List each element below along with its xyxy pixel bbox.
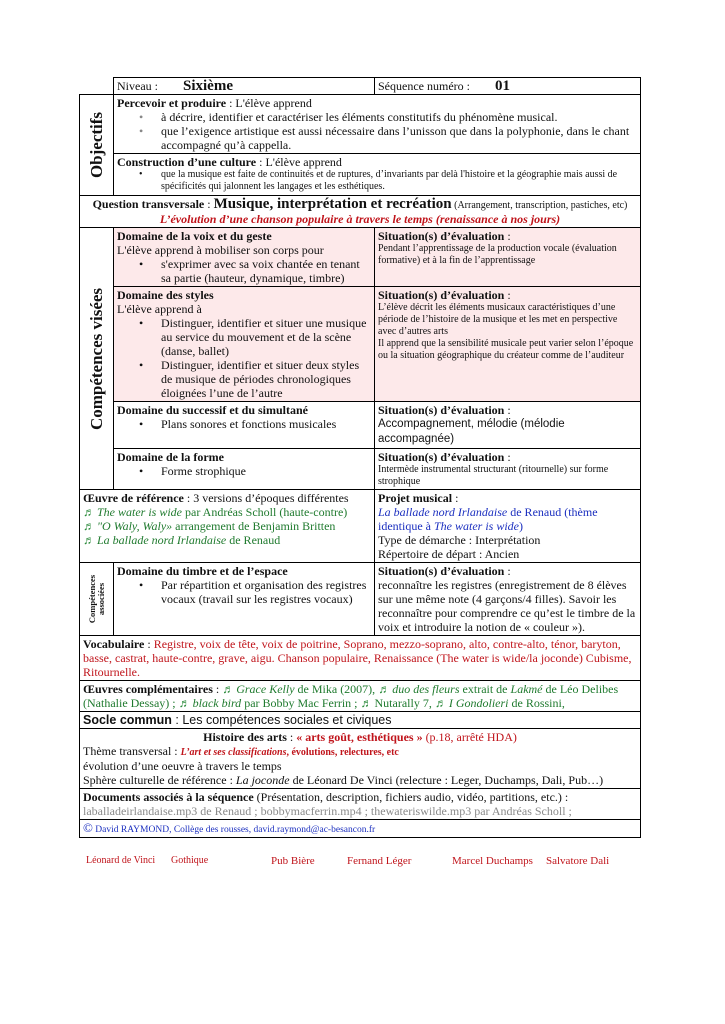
complementaires-text: par Bobby Mac Ferrin ;: [241, 696, 361, 710]
percevoir-cell: [114, 95, 641, 154]
oeuvre-rest: de Renaud: [226, 533, 281, 547]
vocabulaire-row: [80, 636, 641, 681]
complementaires-row: [80, 681, 641, 712]
complementaires-text: de Léo Delibes (Nathalie Dessay) ;: [83, 682, 619, 710]
complementaires-work: I Gondolieri: [448, 696, 509, 710]
domain-styles-cell: [114, 287, 375, 402]
socle-label: Socle commun: [83, 713, 172, 727]
complementaires-work: duo des fleurs: [392, 682, 460, 696]
footer-link[interactable]: Fernand Léger: [347, 855, 412, 867]
domain-item: • Distinguer, identifier et situer deux styles de musique de périodes chronologiques éloignées l’une de l’autre: [161, 358, 371, 400]
domain-title: Domaine du timbre et de l’espace: [117, 564, 288, 578]
eval-title: Situation(s) d’évaluation: [378, 288, 505, 302]
music-note-icon: ♬: [378, 682, 391, 696]
projet-demarche: Type de démarche : Interprétation: [378, 533, 541, 547]
eval-text: reconnaître les registres (enregistrement de 8 élèves sur une même note (4 garçons/4 filles). Savoir les reconnaître pour comprendre ce qu’est le timbre de la voix et introduire la notion de « couleur »).: [378, 578, 636, 634]
sequence-cell: [375, 78, 641, 95]
eval-text: Accompagnement, mélodie (mélodie accompagnée): [378, 418, 565, 445]
projet-cell: [375, 490, 641, 563]
objectifs-side: [80, 95, 114, 196]
oeuvre-rest: arrangement de Benjamin Britten: [172, 519, 336, 533]
percevoir-item: • à décrire, identifier et caractériser les éléments constitutifs du phénomène musical.: [161, 110, 637, 124]
music-note-icon: ♬: [83, 519, 95, 533]
oeuvre-row: [80, 490, 641, 563]
header-row: [80, 78, 641, 95]
histoire-quote: « arts goût, esthétiques »: [296, 730, 423, 744]
domain-styles-row: [80, 287, 641, 402]
question-label: Question transversale: [92, 197, 205, 211]
vocabulaire-sep: :: [144, 637, 154, 651]
footer-link[interactable]: Salvatore Dali: [546, 855, 610, 867]
music-note-icon: ♬: [222, 682, 235, 696]
music-note-icon: ♬: [434, 696, 447, 710]
credit-row: [80, 820, 641, 838]
footer-link[interactable]: Marcel Duchamps: [452, 855, 533, 867]
eval-voix-cell: Situation(s) d’évaluation : Pendant l’apprentissage de la production vocale (évaluation formative) et à la fin de l’apprentissage: [375, 228, 641, 287]
domain-forme-cell: [114, 449, 375, 490]
culture-intro: : L'élève apprend: [256, 155, 342, 169]
domain-title: Domaine de la forme: [117, 450, 224, 464]
histoire-row: [80, 729, 641, 789]
percevoir-title: Percevoir et produire: [117, 96, 227, 110]
niveau-cell: [114, 78, 375, 95]
eval-successif-cell: Situation(s) d’évaluation : Accompagnement, mélodie (mélodie accompagnée): [375, 402, 641, 449]
oeuvre-cell: [80, 490, 375, 563]
sequence-value: 01: [494, 78, 510, 94]
projet-work: La ballade nord Irlandaise: [378, 505, 508, 519]
oeuvre-intro: : 3 versions d’époques différentes: [183, 491, 349, 505]
domain-item: • Plans sonores et fonctions musicales: [161, 417, 371, 431]
niveau-label: Niveau :: [117, 79, 158, 93]
domain-intro: L'élève apprend à mobiliser son corps pour: [117, 243, 324, 257]
projet-text: de Renaud (thème identique à: [378, 505, 598, 533]
eval-title: Situation(s) d’évaluation: [378, 229, 505, 243]
objectifs-culture-row: [80, 154, 641, 196]
complementaires-text: de Rossini,: [508, 696, 565, 710]
oeuvre-item: [83, 533, 371, 547]
culture-item: • que la musique est faite de continuités et de ruptures, d’invariants par delà l'histoire et la géographie mais aussi de spécificités qui jalonnent les langages et les esthétiques.: [161, 169, 637, 193]
domain-item: • s'exprimer avec sa voix chantée en tenant sa partie (hauteur, dynamique, timbre): [161, 257, 371, 285]
oeuvre-item: [83, 505, 371, 519]
question-title: Musique, interprétation et recréation: [213, 196, 452, 212]
documents-row: [80, 789, 641, 820]
associees-eval-cell: Situation(s) d’évaluation : reconnaître les registres (enregistrement de 8 élèves sur une même note (4 garçons/4 filles). Savoir les reconnaître pour comprendre ce qu’est le timbre de la voix et introduire la notion de « couleur »).: [375, 563, 641, 636]
histoire-label: Histoire des arts: [203, 730, 287, 744]
lesson-table: [79, 77, 641, 838]
theme-label: Thème transversal :: [83, 744, 181, 758]
eval-text: Intermède instrumental structurant (ritournelle) sur forme strophique: [378, 464, 609, 487]
niveau-value: Sixième: [183, 78, 233, 94]
documents-cell: [80, 789, 641, 820]
question-row: [80, 196, 641, 228]
oeuvre-work: The water is wide: [97, 505, 183, 519]
music-note-icon: ♬: [83, 505, 95, 519]
domain-successif-cell: [114, 402, 375, 449]
complementaires-label: Œuvres complémentaires: [83, 682, 213, 696]
oeuvre-title: Œuvre de référence: [83, 491, 184, 505]
question-sep: :: [204, 197, 214, 211]
socle-cell: [80, 712, 641, 729]
projet-repertoire: Répertoire de départ : Ancien: [378, 547, 520, 561]
complementaires-work: Grace Kelly: [236, 682, 295, 696]
domain-title: Domaine des styles: [117, 288, 214, 302]
associees-label: Compétences associées: [86, 574, 106, 624]
theme-a: L’art et ses classifications: [180, 747, 287, 758]
associees-side: [80, 563, 114, 636]
sphere-work: La joconde: [235, 773, 290, 787]
eval-title: Situation(s) d’évaluation: [378, 564, 505, 578]
associees-domain-cell: [114, 563, 375, 636]
sphere-label: Sphère culturelle de référence :: [83, 773, 236, 787]
domain-item: • Forme strophique: [161, 464, 371, 478]
domain-item: • Par répartition et organisation des registres vocaux (travail sur les registres vocaux): [161, 578, 371, 606]
complementaires-work: Nutarally 7,: [374, 696, 432, 710]
histoire-sep: :: [286, 730, 297, 744]
footer-link[interactable]: Gothique: [171, 855, 209, 866]
domain-voix-row: [80, 228, 641, 287]
percevoir-intro: : L'élève apprend: [226, 96, 312, 110]
associees-row: [80, 563, 641, 636]
documents-label: Documents associés à la séquence: [83, 790, 254, 804]
question-cell: [80, 196, 641, 228]
eval-text: Pendant l’apprentissage de la production vocale (évaluation formative) et à la fin de l’apprentissage: [378, 243, 617, 266]
domain-forme-row: [80, 449, 641, 490]
complementaires-work: Lakmé: [510, 682, 543, 696]
eval-text: L’élève décrit les éléments musicaux caractéristiques d’une période de l’histoire de la musique et les met en perspective avec d’autres arts Il apprend que la sensibilité musicale peut varier selon l’époque ou la situation géographique du créateur comme de l’auditeur: [378, 302, 634, 361]
question-subtitle: L’évolution d’une chanson populaire à travers le temps (renaissance à nos jours): [159, 212, 561, 226]
eval-title: Situation(s) d’évaluation: [378, 450, 505, 464]
complementaires-text: extrait de: [459, 682, 511, 696]
oeuvre-item: [83, 519, 371, 533]
copyright-icon: ©: [83, 820, 93, 835]
competences-label: Compétences visées: [86, 287, 106, 430]
culture-title: Construction d’une culture: [117, 155, 257, 169]
histoire-cell: [80, 729, 641, 789]
music-note-icon: ♬: [360, 696, 373, 710]
lesson-sheet: [79, 77, 640, 838]
projet-title: Projet musical: [378, 491, 453, 505]
histoire-ref: (p.18, arrêté HDA): [422, 730, 517, 744]
music-note-icon: ♬: [83, 533, 95, 547]
socle-row: [80, 712, 641, 729]
socle-text: : Les compétences sociales et civiques: [171, 713, 392, 727]
documents-text: (Présentation, description, fichiers audio, vidéo, partitions, etc.) :: [253, 790, 569, 804]
credit-cell: [80, 820, 641, 838]
vocabulaire-cell: [80, 636, 641, 681]
projet-work-ref: The water is wide: [433, 519, 519, 533]
complementaires-sep: :: [212, 682, 223, 696]
eval-styles-cell: Situation(s) d’évaluation : L’élève décrit les éléments musicaux caractéristiques d’une période de l’histoire de la musique et les met en perspective avec d’autres arts Il apprend que la sensibilité musicale peut varier selon l’époque ou la situation géographique du créateur comme de l’auditeur: [375, 287, 641, 402]
vocabulaire-label: Vocabulaire: [83, 637, 145, 651]
complementaires-work: black bird: [192, 696, 242, 710]
vocabulaire-text: Registre, voix de tête, voix de poitrine, Soprano, mezzo-soprano, alto, contre-alto, ténor, baryton, basse, castrat, haute-contre, grave, aigu. Chanson populaire, Renaissance (The water is wide/la joconde) Cubisme, Ritournelle.: [83, 637, 632, 679]
eval-title: Situation(s) d’évaluation: [378, 403, 505, 417]
oeuvre-work: "O Waly, Waly»: [97, 519, 173, 533]
histoire-evolution: évolution d’une oeuvre à travers le temps: [83, 759, 282, 773]
projet-sep: :: [452, 491, 459, 505]
sequence-label: Séquence numéro :: [378, 79, 470, 93]
oeuvre-work: La ballade nord Irlandaise: [97, 533, 227, 547]
percevoir-item: • que l’exigence artistique est aussi nécessaire dans l’unisson que dans la polyphonie, dans le chant accompagné qu’à cappella.: [161, 124, 637, 152]
domain-title: Domaine de la voix et du geste: [117, 229, 272, 243]
projet-text-end: ): [519, 519, 523, 533]
sphere-text: de Léonard De Vinci (relecture : Leger, Duchamps, Dali, Pub…): [289, 773, 604, 787]
documents-files[interactable]: laballadeirlandaise.mp3 de Renaud ; bobbymacferrin.mp4 ; thewateriswilde.mp3 par Andréas Scholl ;: [83, 804, 572, 818]
culture-cell: [114, 154, 641, 196]
objectifs-label: Objectifs: [86, 111, 106, 179]
domain-successif-row: [80, 402, 641, 449]
complementaires-text: de Mika (2007),: [294, 682, 379, 696]
objectifs-percevoir-row: [80, 95, 641, 154]
domain-voix-cell: [114, 228, 375, 287]
domain-item: • Distinguer, identifier et situer une musique au service du mouvement et de la scène (danse, ballet): [161, 316, 371, 358]
eval-forme-cell: Situation(s) d’évaluation : Intermède instrumental structurant (ritournelle) sur forme strophique: [375, 449, 641, 490]
competences-side: [80, 228, 114, 490]
domain-intro: L'élève apprend à: [117, 302, 202, 316]
complementaires-cell: [80, 681, 641, 712]
footer-link[interactable]: Pub Bière: [271, 855, 315, 867]
footer-link[interactable]: Léonard de Vinci: [86, 855, 156, 866]
question-note: (Arrangement, transcription, pastiches, etc): [451, 200, 628, 211]
domain-title: Domaine du successif et du simultané: [117, 403, 309, 417]
header-empty-cell: [80, 78, 114, 95]
music-note-icon: ♬: [178, 696, 191, 710]
credit-text[interactable]: David RAYMOND, Collège des rousses, david.raymond@ac-besancon.fr: [92, 825, 376, 835]
oeuvre-rest: par Andréas Scholl (haute-contre): [182, 505, 348, 519]
theme-b: , évolutions, relectures, etc: [286, 747, 399, 758]
